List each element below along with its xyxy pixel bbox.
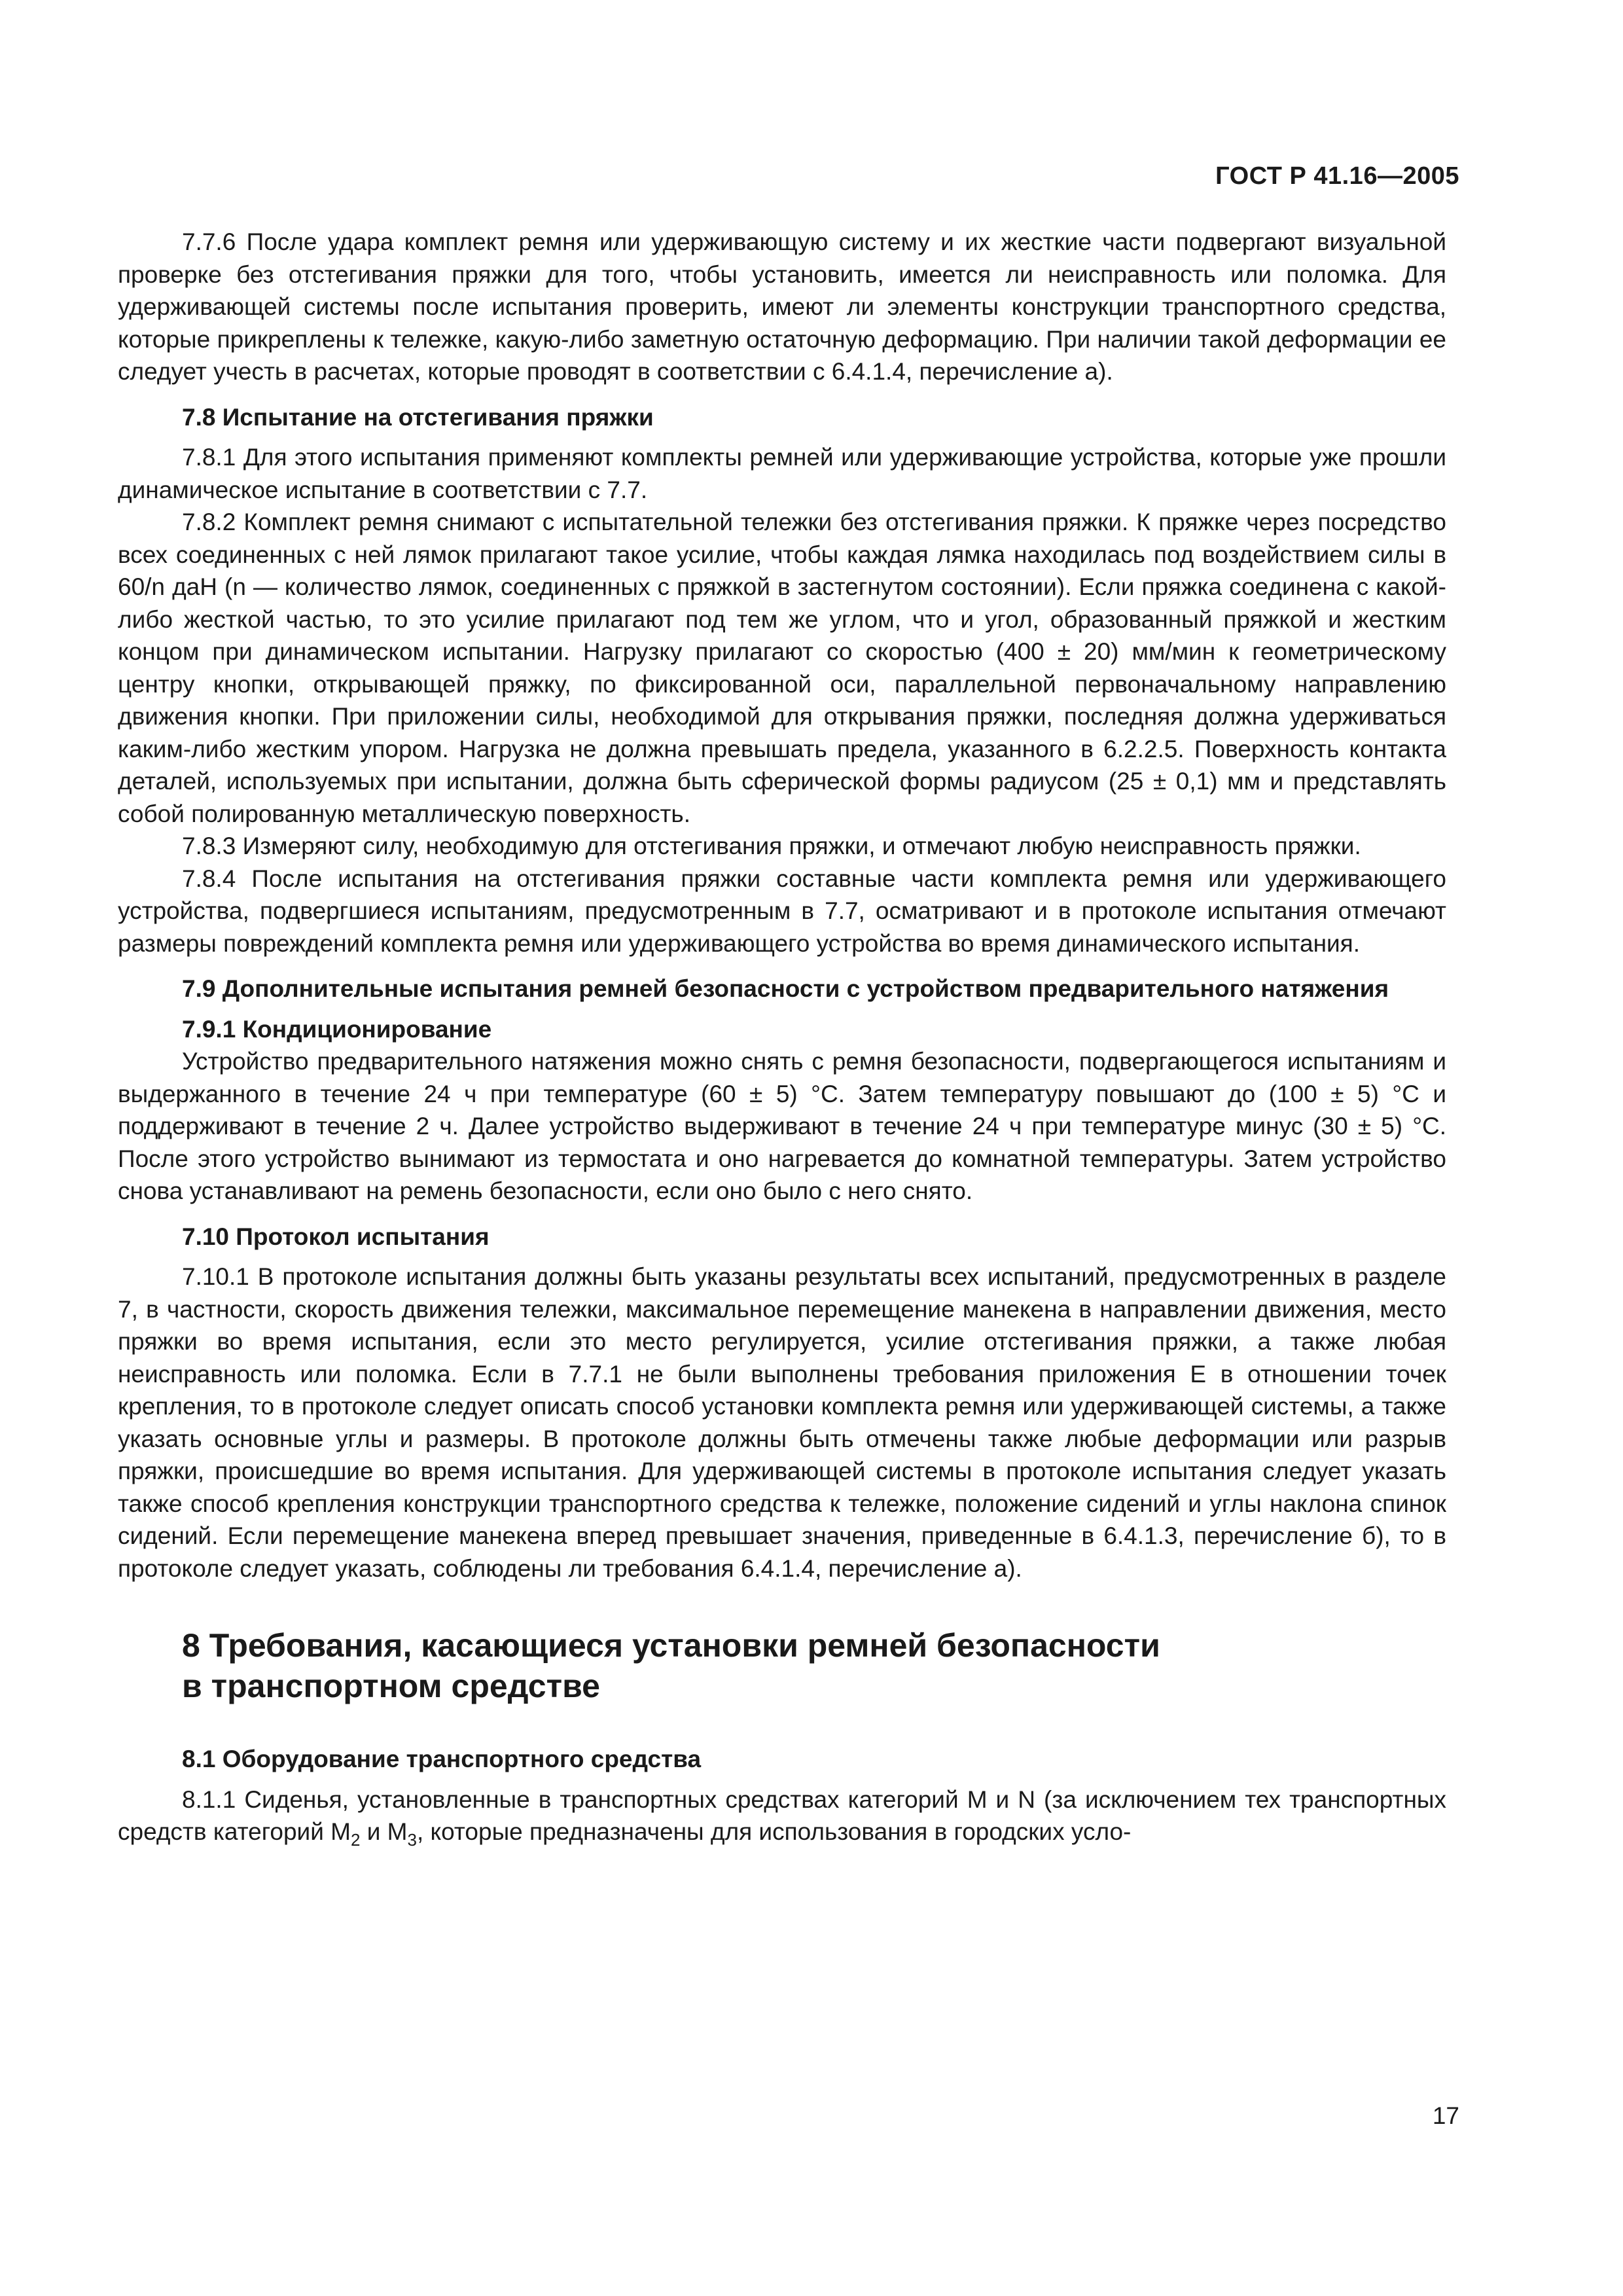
- paragraph-8-1-1-part-a: 8.1.1 Сиденья, установленные в транспортных средствах категорий М и N (за исключением тех транспортных средств категорий М: [118, 1785, 1446, 1845]
- heading-7-9: 7.9 Дополнительные испытания ремней безопасности с устройством предварительного натяжения: [182, 975, 1389, 1002]
- paragraph-8-1-1: [118, 1784, 1446, 1848]
- subscript-category-3: 3: [407, 1830, 417, 1850]
- paragraph-7-7-6: 7.7.6 После удара комплект ремня или удерживающую систему и их жесткие части подвергают визуальной проверке без отстегивания пряжки для того, чтобы установить, имеется ли неисправность или поломка. Для удерживающей системы после испытания проверить, имеют ли элементы конструкции транспортного средства, которые прикреплены к тележке, какую-либо заметную остаточную деформацию. При наличии такой деформации ее следует учесть в расчетах, которые проводят в соответствии с 6.4.1.4, перечисление а).: [118, 228, 1446, 385]
- paragraph-7-8-4: 7.8.4 После испытания на отстегивания пряжки составные части комплекта ремня или удерживающего устройства, подвергшиеся испытаниям, предусмотренным в 7.7, осматривают и в протоколе испытания отмечают размеры повреждений комплекта ремня или удерживающего устройства во время динамического испытания.: [118, 865, 1446, 957]
- section-8-title-line-1: 8 Требования, касающиеся установки ремней безопасности: [182, 1627, 1160, 1664]
- document-code-header: ГОСТ Р 41.16—2005: [1215, 162, 1459, 190]
- heading-7-10: 7.10 Протокол испытания: [182, 1223, 490, 1250]
- paragraph-7-10-1: 7.10.1 В протоколе испытания должны быть указаны результаты всех испытаний, предусмотренных в разделе 7, в частности, скорость движения тележки, максимальное перемещение манекена в направлении движения, место пряжки во время испытания, если это место регулируется, усилие отстегивания пряжки, а также любая неисправность или поломка. Если в 7.7.1 не были выполнены требования приложения Е в отношении точек крепления, то в протоколе следует описать способ установки комплекта ремня или удерживающей системы, а также указать основные углы и размеры. В протоколе должны быть отмечены также любые деформации или разрыв пряжки, происшедшие во время испытания. Для удерживающей системы в протоколе испытания следует указать также способ крепления конструкции транспортного средства к тележке, положение сидений и углы наклона спинок сидений. Если перемещение манекена вперед превышает значения, приведенные в 6.4.1.3, перечисление б), то в протоколе следует указать, соблюдены ли требования 6.4.1.4, перечисление а).: [118, 1263, 1446, 1582]
- paragraph-7-8-2: 7.8.2 Комплект ремня снимают с испытательной тележки без отстегивания пряжки. К пряжке через посредство всех соединенных с ней лямок прилагают такое усилие, чтобы каждая лямка находилась под воздействием силы в 60/n даН (n — количество лямок, соединенных с пряжкой в застегнутом состоянии). Если пряжка соединена с какой-либо жесткой частью, то это усилие прилагают под тем же углом, что и угол, образованный пряжкой и жестким концом при динамическом испытании. Нагрузку прилагают со скоростью (400 ± 20) мм/мин к геометрическому центру кнопки, открывающей пряжку, по фиксированной оси, параллельной первоначальному направлению движения кнопки. При приложении силы, необходимой для открывания пряжки, последняя должна удерживаться каким-либо жестким упором. Нагрузка не должна превышать предела, указанного в 6.2.2.5. Поверхность контакта деталей, используемых при испытании, должна быть сферической формы радиусом (25 ± 0,1) мм и представлять собой полированную металлическую поверхность.: [118, 509, 1446, 827]
- heading-8-1: 8.1 Оборудование транспортного средства: [182, 1746, 702, 1772]
- paragraph-7-8-3: 7.8.3 Измеряют силу, необходимую для отстегивания пряжки, и отмечают любую неисправность пряжки.: [182, 833, 1361, 859]
- heading-7-8: 7.8 Испытание на отстегивания пряжки: [182, 403, 654, 431]
- heading-7-9-1: 7.9.1 Кондиционирование: [182, 1015, 492, 1043]
- section-8-title: [182, 1625, 1446, 1706]
- section-8-title-line-2: в транспортном средстве: [182, 1668, 600, 1704]
- paragraph-8-1-1-part-c: , которые предназначены для использования в городских усло-: [416, 1818, 1132, 1845]
- paragraph-7-9-1: Устройство предварительного натяжения можно снять с ремня безопасности, подвергающегося испытаниям и выдержанного в течение 24 ч при температуре (60 ± 5) °С. Затем температуру повышают до (100 ± 5) °С и поддерживают в течение 2 ч. Далее устройство выдерживают в течение 24 ч при температуре минус (30 ± 5) °С. После этого устройство вынимают из термостата и оно нагревается до комнатной температуры. Затем устройство снова устанавливают на ремень безопасности, если оно было с него снято.: [118, 1048, 1446, 1204]
- paragraph-8-1-1-part-b: и М: [360, 1818, 408, 1845]
- paragraph-7-8-1: 7.8.1 Для этого испытания применяют комплекты ремней или удерживающие устройства, которые уже прошли динамическое испытание в соответствии с 7.7.: [118, 444, 1446, 503]
- page-content: [118, 226, 1446, 1848]
- page-number: 17: [1432, 2102, 1459, 2129]
- subscript-category-2: 2: [350, 1830, 361, 1850]
